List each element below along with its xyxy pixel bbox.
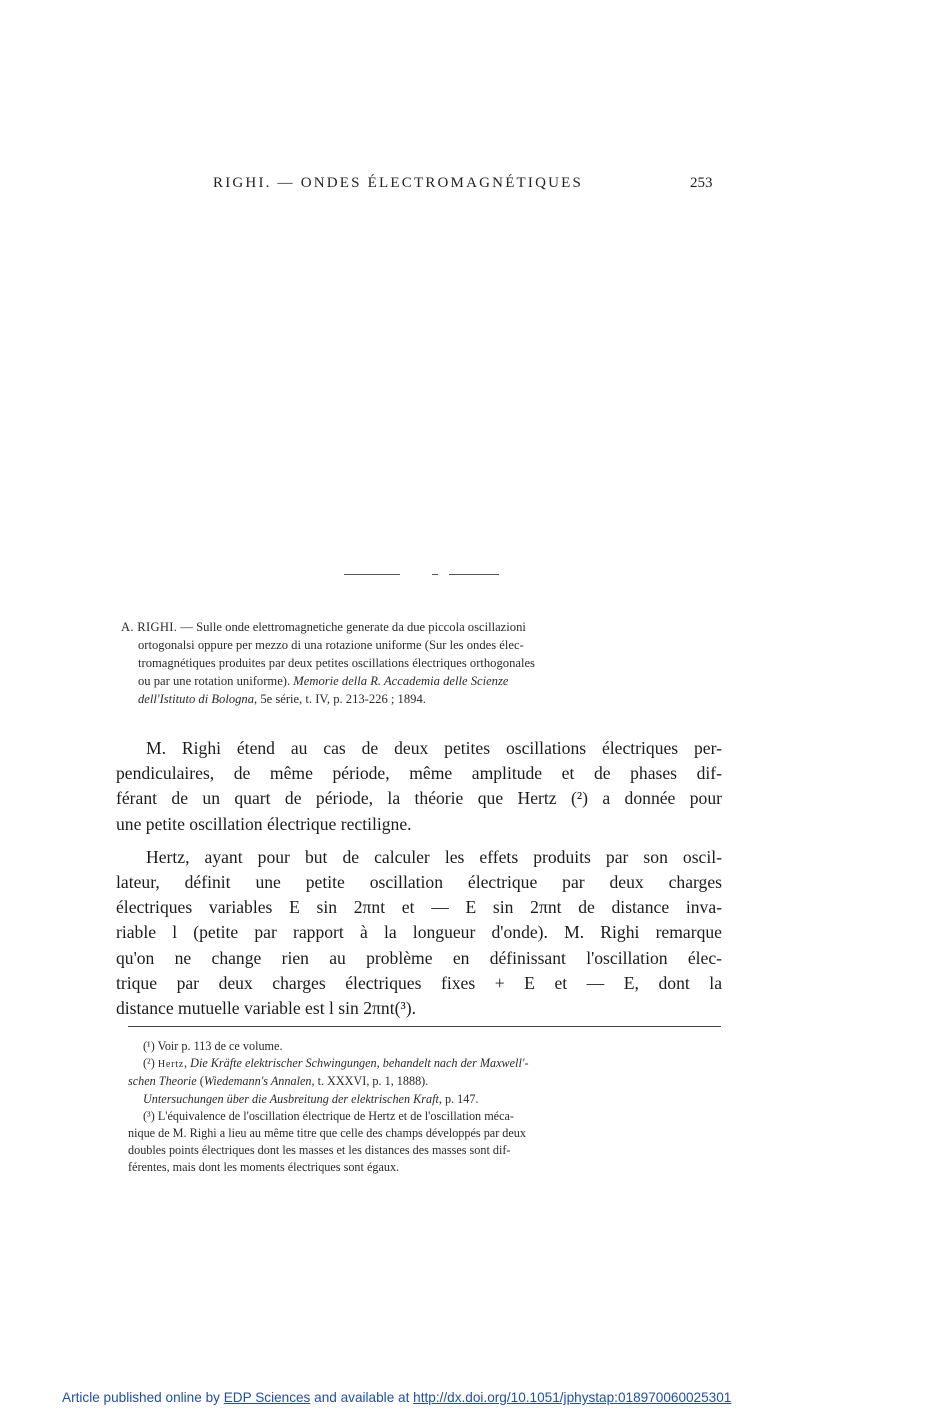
text-line: lateur, définit une petite oscillation électrique par deux charges — [116, 872, 722, 893]
citation-line: A. RIGHI. — Sulle onde elettromagnetiche generate da due piccola oscillazioni — [121, 620, 526, 634]
footnote-1: (¹) Voir p. 113 de ce volume. — [143, 1039, 283, 1053]
doi-link[interactable]: http://dx.doi.org/10.1051/jphystap:018970060025301 — [413, 1390, 732, 1405]
footnote-author: Hertz — [157, 1059, 185, 1071]
citation-author: A. RIGHI. — [121, 620, 178, 634]
text-line: M. Righi étend au cas de deux petites oscillations électriques per- — [146, 738, 722, 758]
footnote-rule — [128, 1026, 721, 1027]
page-number: 253 — [690, 175, 713, 191]
citation-line: dell'Istituto di Bologna, 5e série, t. IV, p. 213-226 ; 1894. — [138, 692, 426, 706]
citation-line: ortogonalsi oppure per mezzo di una rotazione uniforme (Sur les ondes élec- — [138, 638, 524, 652]
footnote-3-cont: doubles points électriques dont les masses et les distances des masses sont dif- — [128, 1143, 511, 1158]
text-line: une petite oscillation électrique rectiligne. — [116, 813, 412, 834]
footnote-2-cont: schen Theorie (Wiedemann's Annalen, t. XXXVI, p. 1, 1888). — [128, 1074, 429, 1089]
text-line: pendiculaires, de même période, même amplitude et de phases dif- — [116, 763, 722, 784]
text-line: distance mutuelle variable est l sin 2πnt(³). — [116, 998, 416, 1019]
citation-line: ou par une rotation uniforme). Memorie della R. Accademia delle Scienze — [138, 674, 509, 688]
journal-title-cont: dell'Istituto di Bologna — [138, 692, 255, 706]
journal-title: Memorie della R. Accademia delle Scienze — [293, 674, 509, 688]
running-title: RIGHI. — ONDES ÉLECTROMAGNÉTIQUES — [213, 175, 584, 191]
paragraph-1 — [116, 736, 722, 837]
running-head — [0, 175, 930, 197]
paragraph-2 — [116, 845, 722, 1021]
text-line: qu'on ne change rien au problème en définissant l'oscillation élec- — [116, 947, 722, 968]
text-line: férant de un quart de période, la théorie que Hertz (²) a donnée pour — [116, 788, 722, 809]
text-line: électriques variables E sin 2πnt et — E sin 2πnt de distance inva- — [116, 897, 722, 918]
section-ornament-left — [344, 574, 400, 575]
footnote-2: (²) Hertz, Die Kräfte elektrischer Schwingungen, behandelt nach der Maxwell'- — [143, 1056, 529, 1071]
text-line: Hertz, ayant pour but de calculer les effets produits par son oscil- — [146, 846, 722, 867]
footnote-2-cont: Untersuchungen über die Ausbreitung der elektrischen Kraft, p. 147. — [143, 1091, 479, 1106]
footnotes — [128, 1038, 724, 1177]
body-text — [116, 736, 722, 1029]
footnote-3-cont: nique de M. Righi a lieu au même titre que celle des champs développés par deux — [128, 1126, 526, 1141]
edp-sciences-link[interactable]: EDP Sciences — [223, 1390, 311, 1405]
publisher-notice: Article published online by EDP Sciences and available at http://dx.doi.org/10.1051/jphystap:018970060025301 — [62, 1390, 732, 1405]
text-line: trique par deux charges électriques fixes + E et — E, dont la — [116, 972, 722, 993]
bibliographic-citation — [121, 618, 721, 708]
text-line: riable l (petite par rapport à la longueur d'onde). M. Righi remarque — [116, 922, 722, 943]
citation-line: tromagnétiques produites par deux petites oscillations électriques orthogonales — [138, 656, 535, 670]
footnote-3: (³) L'équivalence de l'oscillation électrique de Hertz et de l'oscillation méca- — [143, 1108, 514, 1123]
footnote-3-cont: férentes, mais dont les moments électriques sont égaux. — [128, 1160, 400, 1175]
section-ornament-dot — [432, 574, 438, 575]
section-ornament-right — [449, 574, 499, 575]
